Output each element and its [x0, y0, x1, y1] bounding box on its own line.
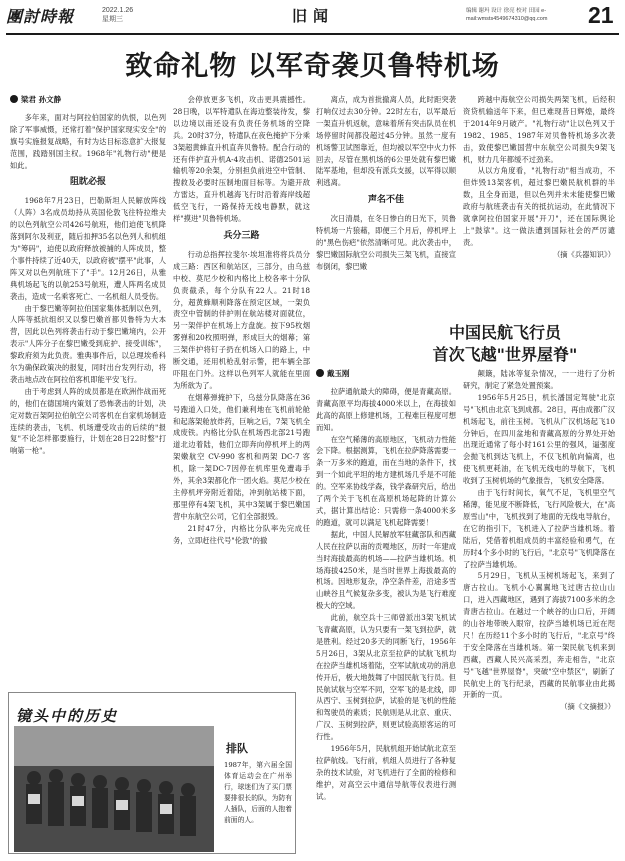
- article1-paragraph: 多年来，面对与阿拉伯国家的仇恨，以色列除了军事威慑，还常打着"保护国家现实安全"的旗号实施报复战略，有时为达目标恣意扩大报复范围，践踏别国主权。1968年"礼物行动"便是如此。: [10, 112, 166, 170]
- article2-headline-line-1: 中国民航飞行员: [448, 323, 561, 342]
- article2-paragraph: 5月29日，飞机从玉树机场起飞，来到了唐古拉山。飞机小心翼翼地飞过唐古拉山山口，进入西藏地区，遇到了海拔7100多米的念青唐古拉山。在越过一个峡谷的山口后，开阔的山谷地带映入眼帘，拉萨当雄机场已近在咫尺！在历经11个多小时的飞行后，"北京号"终于安全降落在当雄机场。第一架民航飞机来到西藏，西藏人民兴高采烈，奔走相告，"北京号"飞越"世界屋脊"，突破"空中禁区"，刷新了民航史上的飞行纪录，西藏的民航事业由此揭开新的一页。: [463, 571, 615, 700]
- issue-weekday: 星期三: [102, 16, 123, 23]
- article1-paragraph: 在烟幕弹掩护下，乌兹分队降落在36号跑道入口处，他们兼利地在飞机前轮舱和起落架舱放炸药，巨响之后，7架飞机全成废铁。内格比分队在机场西北部21号跑道北边着陆，他们立即奔向停机坪上的两架嫩航空 CV-990 客机和两架 DC-7 客机，除一架DC-7因停在机库里免遭毒手外，其余3架都化作一团火焰。莫尼少校在主停机坪旁附近着陆，冲到航站楼下面，那里停有4架飞机，其中3架属于黎巴嫩国营中东航空公司，它们全部报毁。: [173, 392, 310, 521]
- article1-paragraph: 会停放更多飞机，攻击更具震撼性。28日晚，以军特遣队在海边整装待发，黎以边境以南还设有负责任务机场的空降兵。20时37分，特遣队在夜色掩护下分乘3架超黄蜂直升机直奔贝鲁特。配合行动的还有伴护直升机A-4攻击机、诺德2501运输机等20余架，分别担负前进空中管制、搜救及必要时压制地面目标等。为避开敌方雷达，直升机越海飞行时沿着海岸线超低空飞行，一路保持无线电静默，就这样"摸进"贝鲁特机场。: [173, 95, 310, 224]
- article1-subheading: 阻眈必报: [69, 177, 106, 188]
- byline-bullet-icon: [316, 369, 324, 377]
- photo-caption-title: 排队: [226, 742, 248, 755]
- article1-subheading: 兵分三路: [223, 230, 260, 241]
- article2-paragraph: 在空气稀薄的高原地区，飞机动力性能会下降。根据测算，飞机在拉萨降落需要一条一万多米的跑道，而在当地的条件下，找到一个如此平坦的地方建机场几乎是不可能的。空军来协线学森，钱学森研究后，给出了两个关于飞机在高原机场起降的计算公式，据计算出结论：只需修一条4000米多的跑道，就可以满足飞机起降需要！: [316, 434, 456, 527]
- historical-photo: [14, 726, 214, 852]
- article1-paragraph: 行动总指挥拉斐尔·埃坦准将将兵员分成三路：西区和航站区，三部分，由乌兹中校、莫尼少校和内格比上校各率十分队负责截杀，每个分队有22人。21时18分，超黄蜂顺利降落在预定区域，一架负责空中管制的伴护则在航站楼对面就位，另一架伴护在机场上方盘旋。按下95枚烟雾弹和20枚照明弹，形成巨大的烟幕；第三架伴护将钉子扔在机场入口的路上，中断交通，还用机枪乱射示警，把车辆全部吓阻在门外。这样以色列军人就能在里面为所欲为了。: [173, 249, 310, 390]
- page-number: 21: [588, 2, 614, 28]
- issue-date: 2022.1.26: [102, 7, 134, 14]
- article2-paragraph: 颠簸，陆冰等复杂情况，一一进行了分析研究，制定了紧急处置预案。: [463, 369, 615, 390]
- queue-crowd-photo: [14, 726, 214, 852]
- article1-paragraph: 跨越中海航空公司损失两架飞机，后经积资贷机输送年下来，但已难现昔日辉煌，最终于2014年9月破产。"礼物行动"让以色列又于1982、1985、1987年对贝鲁特机场多次袭击，致使黎巴嫩国营中东航空公司损失9架飞机，财力几年都缓不过劲来。: [463, 95, 615, 164]
- article2-paragraph: 1956年5月，民航机组开始试航北京至拉萨航线。飞行前，机组人员进行了各种复杂的技术试验，对飞机进行了全面的检修和维护，对高空云中通信导航等仪表进行测试。: [316, 744, 456, 801]
- article2-column-2: [463, 368, 615, 856]
- issue-date-block: [102, 6, 133, 24]
- article1-source: （摘《兵器知识》）: [552, 249, 615, 259]
- article1-byline: 梁君 孙文静: [10, 94, 166, 106]
- header-rule: [6, 33, 619, 35]
- article1-paragraph: 由于黎巴嫩等阿拉伯国家集体抵制以色列，人阵等抵抗组织又以黎巴嫩首都贝鲁特为大本营，因此以色列将袭击行动于黎巴嫩境内，公开表示"人阵分子在黎巴嫩受到庇护、接受训练"，黎政府须为此负责。雅典事件后，以总理埃希科尔为确保政策决的报复，同时出台发列行动，将袭击地点改在阿拉伯客机即能平安飞行。: [10, 303, 166, 384]
- section-title: 旧闻: [292, 7, 335, 25]
- article1-paragraph: 由于考虑到人阵的成员都是在欧洲作战而死的，他们在德国境内策划了恐怖袭击的计划，决定对数百架阿拉伯航空公司客机在自家机场制造连续的袭击，飞机、机场遭受攻击的后续的"报复"不论怎样都要施行，计划在28日22时整"打响第一枪"。: [10, 386, 166, 456]
- article2-column-1: [316, 368, 456, 856]
- article2-byline: 戴玉刚: [316, 368, 456, 380]
- article1-column-2: [173, 94, 310, 688]
- article2-paragraph: 此前，航空兵十三师曾派出3架飞机试飞青藏高原，认为只要有一架飞到拉萨，就是胜利。经过20多天的同断飞行，1956年5月26日，3架从北京至拉萨的试航飞机均在拉萨当雄机场着陆，空军试航成功的消息传开后，极大地鼓舞了中国民航飞行员。但民航试航与空军不同，空军飞的是北线，即从西宁、玉树到拉萨，试验的是飞机的性能和驾驶员的素质；民航则是从北京、重庆、广汉、玉树到拉萨，则更试验高原客运的可行性。: [316, 613, 456, 742]
- article2-paragraph: 据此，中国人民解放军驻藏部队和西藏人民在拉萨以南的贡嘎地区，历时一年建成当时海拔最高的机场——拉萨当雄机场。机场海拔4250米，是当时世界上海拔最高的机场。因地形复杂，净空条件差，沿途多雪山峡谷且气候复杂多变，被认为是飞行难度极大的空域。: [316, 529, 456, 611]
- article1-column-3: [316, 94, 456, 306]
- article1-column-1: [10, 94, 166, 688]
- article1-paragraph: 21时47分，内格比分队率先完成任务，立即赶往代号"伦敦"的撤: [173, 523, 310, 545]
- article1-paragraph: 次日清晨，在冬日惨白的日光下，贝鲁特机场一片狼藉，即便三个月后，停机坪上的"黑色伤疤"依然清晰可见。此次袭击中，黎巴嫩国际航空公司损失三架飞机，直接宣布倒闭，黎巴嫩: [316, 214, 456, 271]
- article2-paragraph: 拉萨通航最大的障碍，便是青藏高原。青藏高原平均海拔4000米以上，在海拔如此高的高原上修建机场，工程难巨程度可想而知。: [316, 386, 456, 432]
- article-headline: 致命礼物 以军奇袭贝鲁特机场: [125, 51, 500, 82]
- photo-feature-heading: 镜头中的历史: [16, 707, 119, 725]
- article2-headline-line-2: 首次飞越"世界屋脊": [432, 345, 578, 364]
- article1-column-4: [463, 94, 615, 306]
- editor-credits: 编辑 谢玛 设计 徐亮 校对 田园 e-mail:wmsts4549674310@qq.com: [466, 8, 548, 22]
- article1-subheading: 声名不佳: [367, 195, 404, 206]
- article1-paragraph: 1968年7月23日，巴勒斯坦人民解放阵线（人阵）3名成员劫持从英国伦敦飞往特拉维夫的以色列航空公司426号航班，他们迫使飞机降落到阿尔及利亚，随后扣押35名以色列人和机组为"筹码"，迫使以政府释放被捕的人阵成员，整个事件持续了近40天，以政府被"摆平"此事，人阵又对以色列航班下了"手"。12月26日，从雅典机场起飞的以航253号航班，遭人阵两名成员袭击，造成一名乘客死亡、一名机组人员受伤。: [10, 196, 166, 301]
- article1-paragraph: 离点，成为首批撤离人员，此时距突袭打响仅过去30分钟。22时左右，以军最后一架直升机返航，意味着所有突击队员在机场停留时间都没超过45分钟。虽然一度有机场警卫试图靠近，但均被以军空中火力怀回去，尽管在黑机场的6公里处就有黎巴嫩陆军基地，但却没有派兵支援，以军得以顺利逃离。: [316, 95, 456, 188]
- photo-caption: 1987年，第六届全国体育运动会在广州举行，球迷们为了买门票要排很长的队，为防有人插队，后面的人抱着前面的人。: [224, 761, 292, 824]
- masthead-logo: 團討時報: [6, 7, 75, 26]
- article2-paragraph: 1956年5月25日，机长潘国定驾驶"北京号"飞机由北京飞到成都。28日，再由成都广汉机场起飞，前往玉树。飞机从广汉机场起飞10分钟后，在四川盆地和青藏高原的分界处开始出现近通常了每小时161公里的强风，逼强度会抛飞机到达飞机上，不仅飞机航向偏离，也使飞机更耗油，在飞机无线电的导航下，飞机收到了玉树机场的气象报告，飞机安全降落。: [463, 392, 615, 486]
- article2-headline: [400, 322, 610, 366]
- newspaper-masthead: [6, 4, 98, 30]
- article1-paragraph: 从以方角度看，"礼物行动"相当成功，不但炸毁13架客机，超过黎巴嫩民航机群的半数，且全身而退，但以色列并未未能使黎巴嫩政府与航班袭击有关的抵抗运动，在此情况下就拿阿拉伯国家开展"开刀"，还在国际舆论上"鼓挲"。这一做法遭到国际社会的严厉谴责。: [463, 166, 615, 247]
- article2-paragraph: 由于飞行时间长，氧气不足，飞机里空气稀薄，能见度不断降低，飞行风险极大，在"高原雪山"中，飞机找到了地面的无线电导航台，在它的指引下，飞机进入了拉萨当雄机场。着陆后，凭借着机组成员的丰富经验和勇气，在历时4个多小时的飞行后，"北京号"飞机降落在了拉萨当雄机场。: [463, 488, 615, 569]
- byline-bullet-icon: [10, 95, 18, 103]
- article2-source: （摘《文摘报》）: [560, 702, 615, 712]
